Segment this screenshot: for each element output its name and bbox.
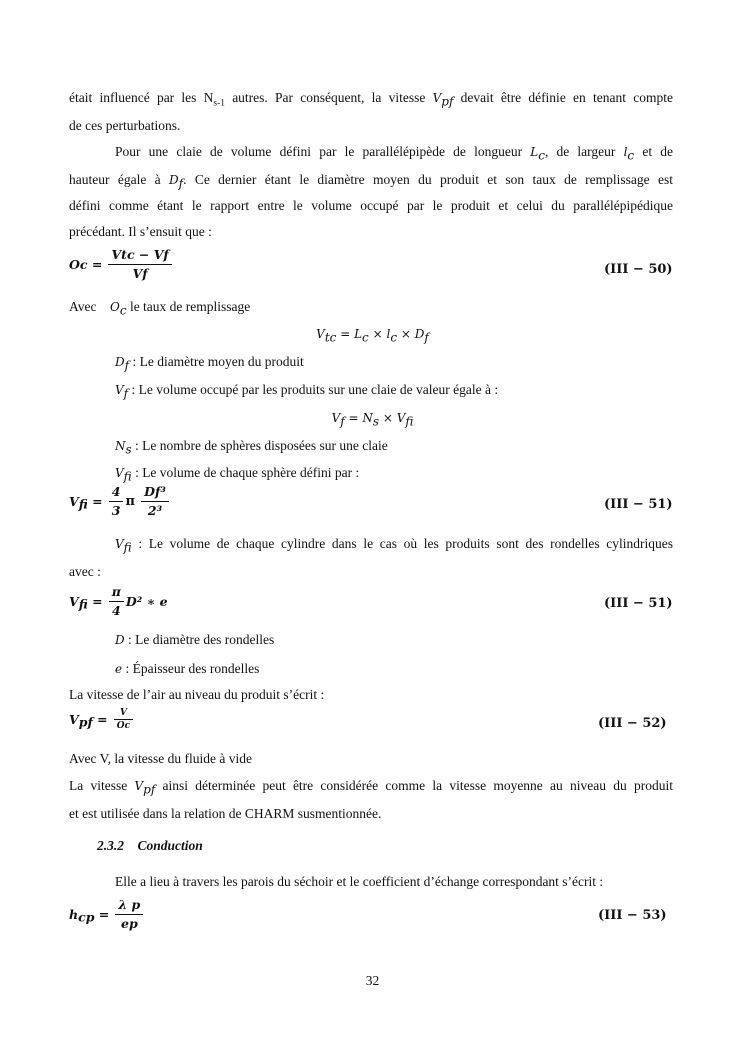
equation-label: (III − 51) — [604, 596, 673, 611]
paragraph-line: et est utilisée dans la relation de CHARM susmentionnée. — [69, 806, 382, 821]
equation-III-50: Oc = $\frac{\text{Vtc − Vf}}{Vf}$ — [69, 247, 174, 282]
equation-label: (III − 52) — [598, 716, 667, 731]
definition-line: $V_{fi}$ : Le volume de chaque cylindre dans le cas où les produits sont des rondelles cylindriques — [115, 536, 673, 555]
paragraph-line: avec : — [69, 564, 101, 579]
definition-line: $D_f$ : Le diamètre moyen du produit — [115, 354, 304, 373]
equation-vf: $V_f = N_s \times V_{fi}$ — [331, 411, 414, 429]
equation-vtc: $V_{tc} = L_c \times l_c \times D_f$ — [316, 327, 429, 345]
page-number: 32 — [365, 973, 380, 988]
paragraph-line: Avec $O_c$ le taux de remplissage — [69, 299, 251, 318]
equation-label: (III − 50) — [604, 262, 673, 277]
paragraph-line: précédant. Il s’ensuit que : — [69, 224, 212, 239]
paragraph-line: hauteur égale à $D_f$. Ce dernier étant le diamètre moyen du produit et son taux de remplissage est — [69, 172, 674, 191]
equation-label: (III − 53) — [598, 908, 667, 923]
paragraph-line: La vitesse $V_{pf}$ ainsi déterminée peut être considérée comme la vitesse moyenne au niveau du produit — [69, 778, 673, 797]
paragraph-line: Avec V, la vitesse du fluide à vide — [69, 751, 252, 766]
equation-III-51b: $V_{fi}$ = $\frac{\pi}{4}$ D² ∗ e — [69, 584, 168, 618]
section-heading: 2.3.2 Conduction — [97, 838, 203, 853]
paragraph-line: Elle a lieu à travers les parois du séchoir et le coefficient d’échange correspondant s’écrit : — [115, 874, 604, 889]
paragraph-line: défini comme étant le rapport entre le volume occupé par le produit et celui du parallélépipédique — [69, 198, 673, 213]
paragraph-line: La vitesse de l’air au niveau du produit s’écrit : — [69, 687, 325, 702]
paragraph-line: de ces perturbations. — [69, 118, 181, 133]
equation-III-53: $h_{cp}$ = $\frac{\text{λ p}}{ep}$ — [69, 897, 145, 932]
paragraph-line: Pour une claie de volume défini par le parallélépipède de longueur $L_c$, de largeur $l_c$ et de — [115, 144, 673, 163]
paragraph-line: était influencé par les $N_{s-1}$ autres. Par conséquent, la vitesse $V_{pf}$ devait être définie en tenant compte — [69, 90, 673, 109]
equation-label: (III − 51) — [604, 497, 673, 512]
definition-line: D : Le diamètre des rondelles — [115, 632, 275, 647]
equation-III-52: $V_{pf}$ = $\frac{V}{Oc}$ — [69, 708, 135, 731]
definition-line: $V_f$ : Le volume occupé par les produits sur une claie de valeur égale à : — [115, 382, 499, 401]
definition-line: e : Épaisseur des rondelles — [115, 661, 260, 676]
definition-line: $N_s$ : Le nombre de sphères disposées sur une claie — [115, 438, 388, 457]
equation-III-51a: $V_{fi}$ = $\frac{4}{3}$ π $\frac{\text{Df³}}{\text{2³}}$ — [69, 484, 171, 519]
definition-line: $V_{fi}$ : Le volume de chaque sphère défini par : — [115, 465, 360, 484]
